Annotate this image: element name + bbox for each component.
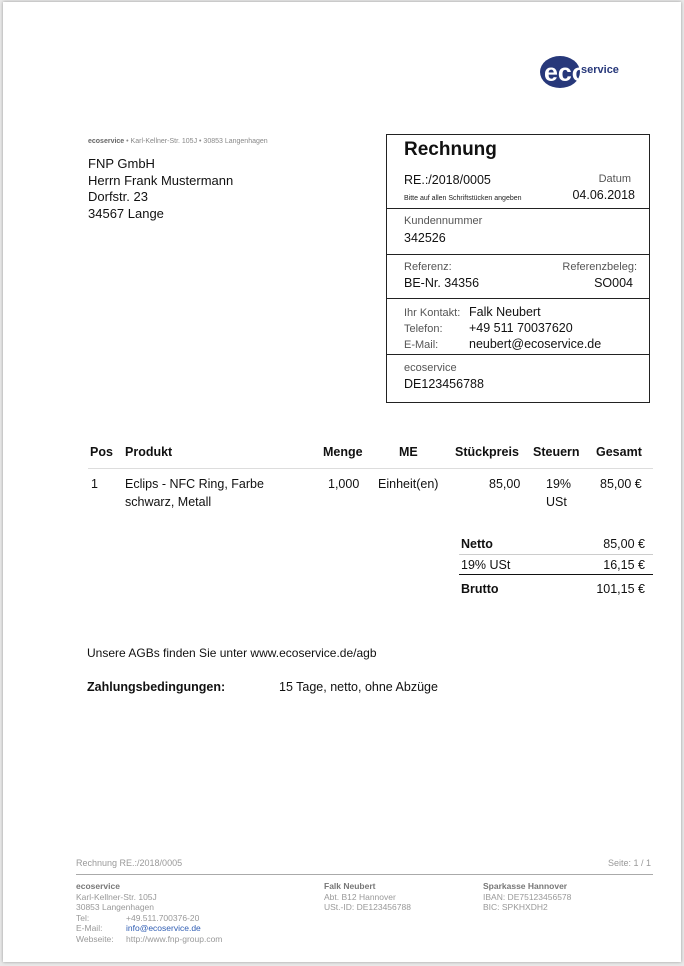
sender-line bbox=[88, 138, 268, 145]
row-tax-type: USt bbox=[546, 495, 567, 509]
email-label: E-Mail: bbox=[404, 339, 439, 351]
row-tax bbox=[546, 475, 571, 511]
invoice-header-section bbox=[387, 135, 649, 209]
footer-doc-ref: Rechnung RE.:/2018/0005 bbox=[76, 858, 183, 868]
payment-terms-label: Zahlungsbedingungen: bbox=[87, 680, 226, 694]
col-header-quantity: Menge bbox=[323, 445, 363, 459]
footer-web-label: Webseite: bbox=[76, 933, 114, 944]
customer-number: 342526 bbox=[404, 231, 446, 245]
sender-address: • Karl-Kellner-Str. 105J • 30853 Langenhagen bbox=[126, 138, 268, 145]
footer-contact-dept: Abt. B12 Hannover bbox=[324, 891, 396, 902]
footer-contact-name: Falk Neubert bbox=[324, 881, 376, 891]
recipient-person: Herrn Frank Mustermann bbox=[88, 172, 234, 188]
col-header-product: Produkt bbox=[125, 445, 173, 459]
logo-mark: eco bbox=[544, 59, 588, 87]
contact-name: Falk Neubert bbox=[469, 305, 541, 319]
reference-section bbox=[387, 255, 649, 299]
col-header-unit-price: Stückpreis bbox=[455, 445, 519, 459]
row-unit: Einheit(en) bbox=[378, 477, 439, 491]
row-unit-price: 85,00 bbox=[489, 477, 521, 491]
footer-bank-name: Sparkasse Hannover bbox=[483, 881, 568, 891]
col-header-tax: Steuern bbox=[533, 445, 580, 459]
customer-section bbox=[387, 209, 649, 255]
vat-section bbox=[387, 355, 649, 403]
recipient-city: 34567 Lange bbox=[88, 205, 164, 221]
invoice-page bbox=[3, 2, 681, 962]
footer-divider bbox=[76, 874, 653, 875]
tax-amount: 16,15 € bbox=[603, 558, 645, 572]
contact-label: Ihr Kontakt: bbox=[404, 307, 461, 319]
net-label: Netto bbox=[461, 537, 493, 551]
invoice-number-hint: Bitte auf allen Schriftstücken angeben bbox=[404, 195, 522, 202]
row-quantity: 1,000 bbox=[328, 477, 360, 491]
footer-web: http://www.fnp-group.com bbox=[126, 933, 223, 944]
net-amount: 85,00 € bbox=[603, 537, 645, 551]
footer-mail-link[interactable]: info@ecoservice.de bbox=[126, 923, 201, 933]
contact-phone: +49 511 70037620 bbox=[469, 321, 573, 335]
table-header-divider bbox=[88, 468, 653, 469]
reference-value: BE-Nr. 34356 bbox=[404, 276, 480, 290]
gross-label: Brutto bbox=[461, 582, 499, 596]
row-product-line1: Eclips - NFC Ring, Farbe bbox=[125, 477, 264, 491]
footer-page-number: Seite: 1 / 1 bbox=[607, 858, 651, 868]
vat-id: DE123456788 bbox=[404, 377, 484, 391]
footer-tel-row bbox=[76, 913, 222, 924]
reference-document-value: SO004 bbox=[594, 276, 633, 290]
footer-street: Karl-Kellner-Str. 105J bbox=[76, 891, 157, 902]
row-total: 85,00 € bbox=[600, 477, 642, 491]
agb-note: Unsere AGBs finden Sie unter www.ecoservice.de/agb bbox=[87, 646, 377, 660]
row-tax-rate: 19% bbox=[546, 477, 572, 491]
totals-strong-divider bbox=[459, 574, 653, 575]
recipient-company: FNP GmbH bbox=[88, 156, 155, 171]
row-product bbox=[125, 475, 264, 511]
footer-bic: BIC: SPKHXDH2 bbox=[483, 902, 548, 912]
contact-email: neubert@ecoservice.de bbox=[469, 337, 602, 351]
footer-bank-column bbox=[483, 881, 571, 913]
invoice-date: 04.06.2018 bbox=[572, 188, 635, 202]
tax-label: 19% USt bbox=[461, 558, 511, 572]
footer-iban: IBAN: DE75123456578 bbox=[483, 891, 572, 902]
footer-mail-row bbox=[76, 923, 222, 934]
footer-company: ecoservice bbox=[76, 881, 120, 891]
footer-contact-column bbox=[324, 881, 411, 913]
col-header-total: Gesamt bbox=[596, 445, 642, 459]
reference-document-label: Referenzbeleg: bbox=[562, 261, 637, 273]
customer-number-label: Kundennummer bbox=[404, 215, 483, 227]
logo-word: service bbox=[581, 64, 619, 76]
gross-amount: 101,15 € bbox=[596, 582, 645, 596]
col-header-unit: ME bbox=[399, 445, 418, 459]
contact-section bbox=[387, 299, 649, 355]
footer-mail-label: E-Mail: bbox=[76, 923, 103, 933]
recipient-street: Dorfstr. 23 bbox=[88, 189, 148, 204]
footer-contact-vat: USt.-ID: DE123456788 bbox=[324, 902, 411, 912]
col-header-pos: Pos bbox=[90, 445, 113, 459]
footer-city: 30853 Langenhagen bbox=[76, 902, 154, 912]
row-product-line2: schwarz, Metall bbox=[125, 495, 212, 509]
invoice-info-box bbox=[386, 134, 650, 403]
footer-tel: +49.511.700376-20 bbox=[126, 912, 200, 923]
row-pos: 1 bbox=[91, 477, 98, 491]
sender-company: ecoservice bbox=[88, 138, 125, 145]
phone-label: Telefon: bbox=[404, 323, 443, 335]
payment-terms-value: 15 Tage, netto, ohne Abzüge bbox=[279, 680, 438, 694]
footer-company-column bbox=[76, 881, 222, 944]
footer-web-row bbox=[76, 934, 222, 945]
reference-label: Referenz: bbox=[404, 261, 452, 273]
date-label: Datum bbox=[598, 173, 631, 185]
recipient-address bbox=[88, 156, 233, 222]
invoice-number: RE.:/2018/0005 bbox=[404, 173, 491, 187]
vat-company: ecoservice bbox=[404, 362, 457, 374]
invoice-title: Rechnung bbox=[404, 139, 497, 160]
totals-divider bbox=[459, 554, 653, 555]
footer-tel-label: Tel: bbox=[76, 912, 90, 923]
